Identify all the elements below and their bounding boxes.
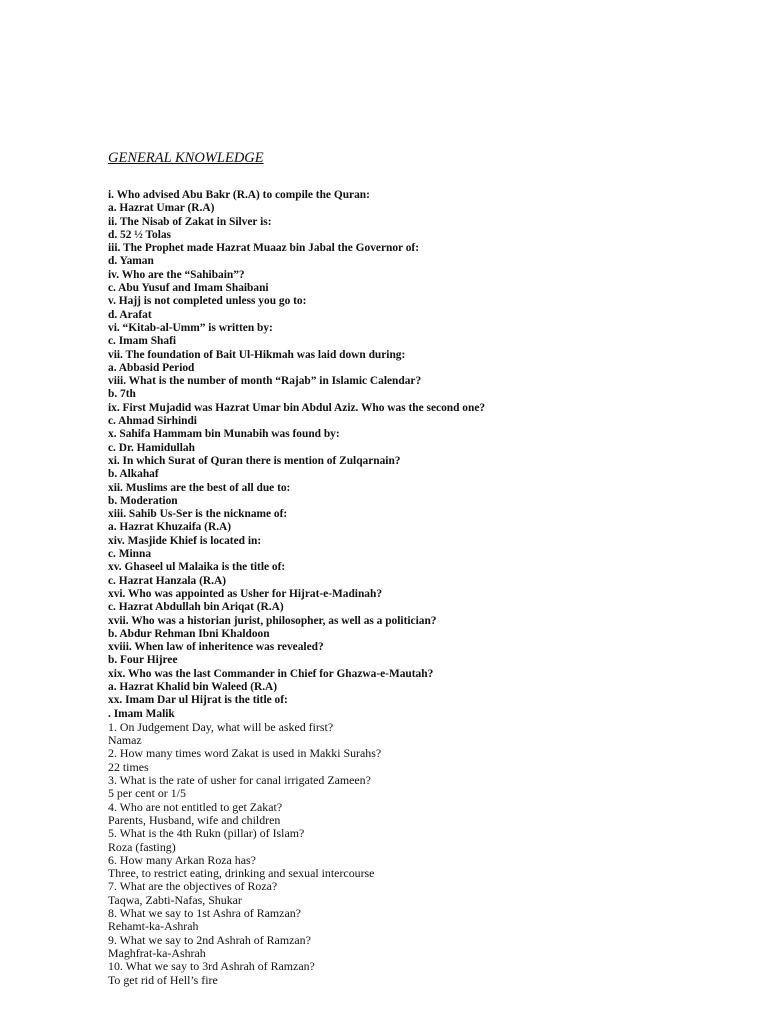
answer-line: a. Hazrat Khalid bin Waleed (R.A) — [108, 680, 278, 693]
answer-line: d. 52 ½ Tolas — [108, 228, 171, 241]
answer-line: a. Hazrat Khuzaifa (R.A) — [108, 521, 232, 534]
answer-line: b. Four Hijree — [108, 654, 178, 667]
answer-line: d. Yaman — [108, 255, 154, 268]
answer-line: c. Hazrat Hanzala (R.A) — [108, 574, 226, 587]
question-line: xviii. When law of inheritence was revealed? — [108, 641, 324, 654]
question-line: xii. Muslims are the best of all due to: — [108, 481, 291, 494]
answer-line: c. Abu Yusuf and Imam Shaibani — [108, 282, 269, 295]
question-line: xiv. Masjide Khief is located in: — [108, 534, 262, 547]
answer-line: a. Hazrat Umar (R.A) — [108, 202, 215, 215]
question-line: ix. First Mujadid was Hazrat Umar bin Abdul Aziz. Who was the second one? — [108, 401, 486, 414]
answer-line: 22 times — [108, 759, 149, 774]
question-line: 4. Who are not entitled to get Zakat? — [108, 799, 283, 814]
question-line: iv. Who are the “Sahibain”? — [108, 268, 245, 281]
question-line: xvii. Who was a historian jurist, philosopher, as well as a politician? — [108, 614, 437, 627]
question-line: xiii. Sahib Us-Ser is the nickname of: — [108, 508, 288, 521]
answer-line: b. Alkahaf — [108, 468, 159, 481]
question-line: vii. The foundation of Bait Ul-Hikmah was laid down during: — [108, 348, 406, 361]
answer-line: To get rid of Hell’s fire — [108, 972, 218, 987]
question-line: viii. What is the number of month “Rajab” in Islamic Calendar? — [108, 375, 422, 388]
question-line: xvi. Who was appointed as Usher for Hijrat-e-Madinah? — [108, 587, 383, 600]
page-title: GENERAL KNOWLEDGE — [108, 150, 264, 166]
question-line: xix. Who was the last Commander in Chief for Ghazwa-e-Mautah? — [108, 667, 434, 680]
question-line: ii. The Nisab of Zakat in Silver is: — [108, 215, 272, 228]
answer-line: Rehamt-ka-Ashrah — [108, 919, 199, 934]
qa-list — [108, 189, 748, 987]
answer-line: a. Abbasid Period — [108, 361, 195, 374]
answer-line: Roza (fasting) — [108, 839, 176, 854]
answer-line: Three, to restrict eating, drinking and sexual intercourse — [108, 866, 375, 881]
answer-line: c. Hazrat Abdullah bin Ariqat (R.A) — [108, 601, 284, 614]
answer-line: c. Dr. Hamidullah — [108, 441, 195, 454]
question-line: xx. Imam Dar ul Hijrat is the title of: — [108, 694, 288, 707]
question-line: iii. The Prophet made Hazrat Muaaz bin Jabal the Governor of: — [108, 242, 420, 255]
answer-line: . Imam Malik — [108, 707, 175, 720]
answer-line: 5 per cent or 1/5 — [108, 786, 186, 801]
question-line: xi. In which Surat of Quran there is mention of Zulqarnain? — [108, 454, 401, 467]
question-line: i. Who advised Abu Bakr (R.A) to compile the Quran: — [108, 189, 370, 201]
question-line: 8. What we say to 1st Ashra of Ramzan? — [108, 906, 301, 921]
question-line: 7. What are the objectives of Roza? — [108, 879, 278, 894]
answer-line: c. Minna — [108, 548, 152, 561]
answer-line: d. Arafat — [108, 308, 152, 321]
answer-line: c. Imam Shafi — [108, 335, 177, 348]
question-line: 2. How many times word Zakat is used in Makki Surahs? — [108, 746, 382, 761]
question-line: 6. How many Arkan Roza has? — [108, 852, 256, 867]
answer-line: Taqwa, Zabti-Nafas, Shukar — [108, 892, 242, 907]
answer-line: Namaz — [108, 733, 142, 748]
question-line: 3. What is the rate of usher for canal irrigated Zameen? — [108, 773, 371, 788]
answer-line: b. 7th — [108, 388, 136, 401]
answer-line: Maghfrat-ka-Ashrah — [108, 945, 206, 960]
question-line: 5. What is the 4th Rukn (pillar) of Islam? — [108, 826, 305, 841]
question-line: 1. On Judgement Day, what will be asked first? — [108, 719, 334, 734]
question-line: 9. What we say to 2nd Ashrah of Ramzan? — [108, 932, 311, 947]
question-line: x. Sahifa Hammam bin Munabih was found by: — [108, 428, 340, 441]
answer-line: b. Moderation — [108, 494, 178, 507]
answer-line: c. Ahmad Sirhindi — [108, 415, 197, 428]
question-line: 10. What we say to 3rd Ashrah of Ramzan? — [108, 959, 315, 974]
answer-line: Parents, Husband, wife and children — [108, 812, 281, 827]
answer-line: b. Abdur Rehman Ibni Khaldoon — [108, 627, 270, 640]
question-line: vi. “Kitab-al-Umm” is written by: — [108, 321, 273, 334]
question-line: xv. Ghaseel ul Malaika is the title of: — [108, 561, 286, 574]
question-line: v. Hajj is not completed unless you go to: — [108, 295, 307, 308]
